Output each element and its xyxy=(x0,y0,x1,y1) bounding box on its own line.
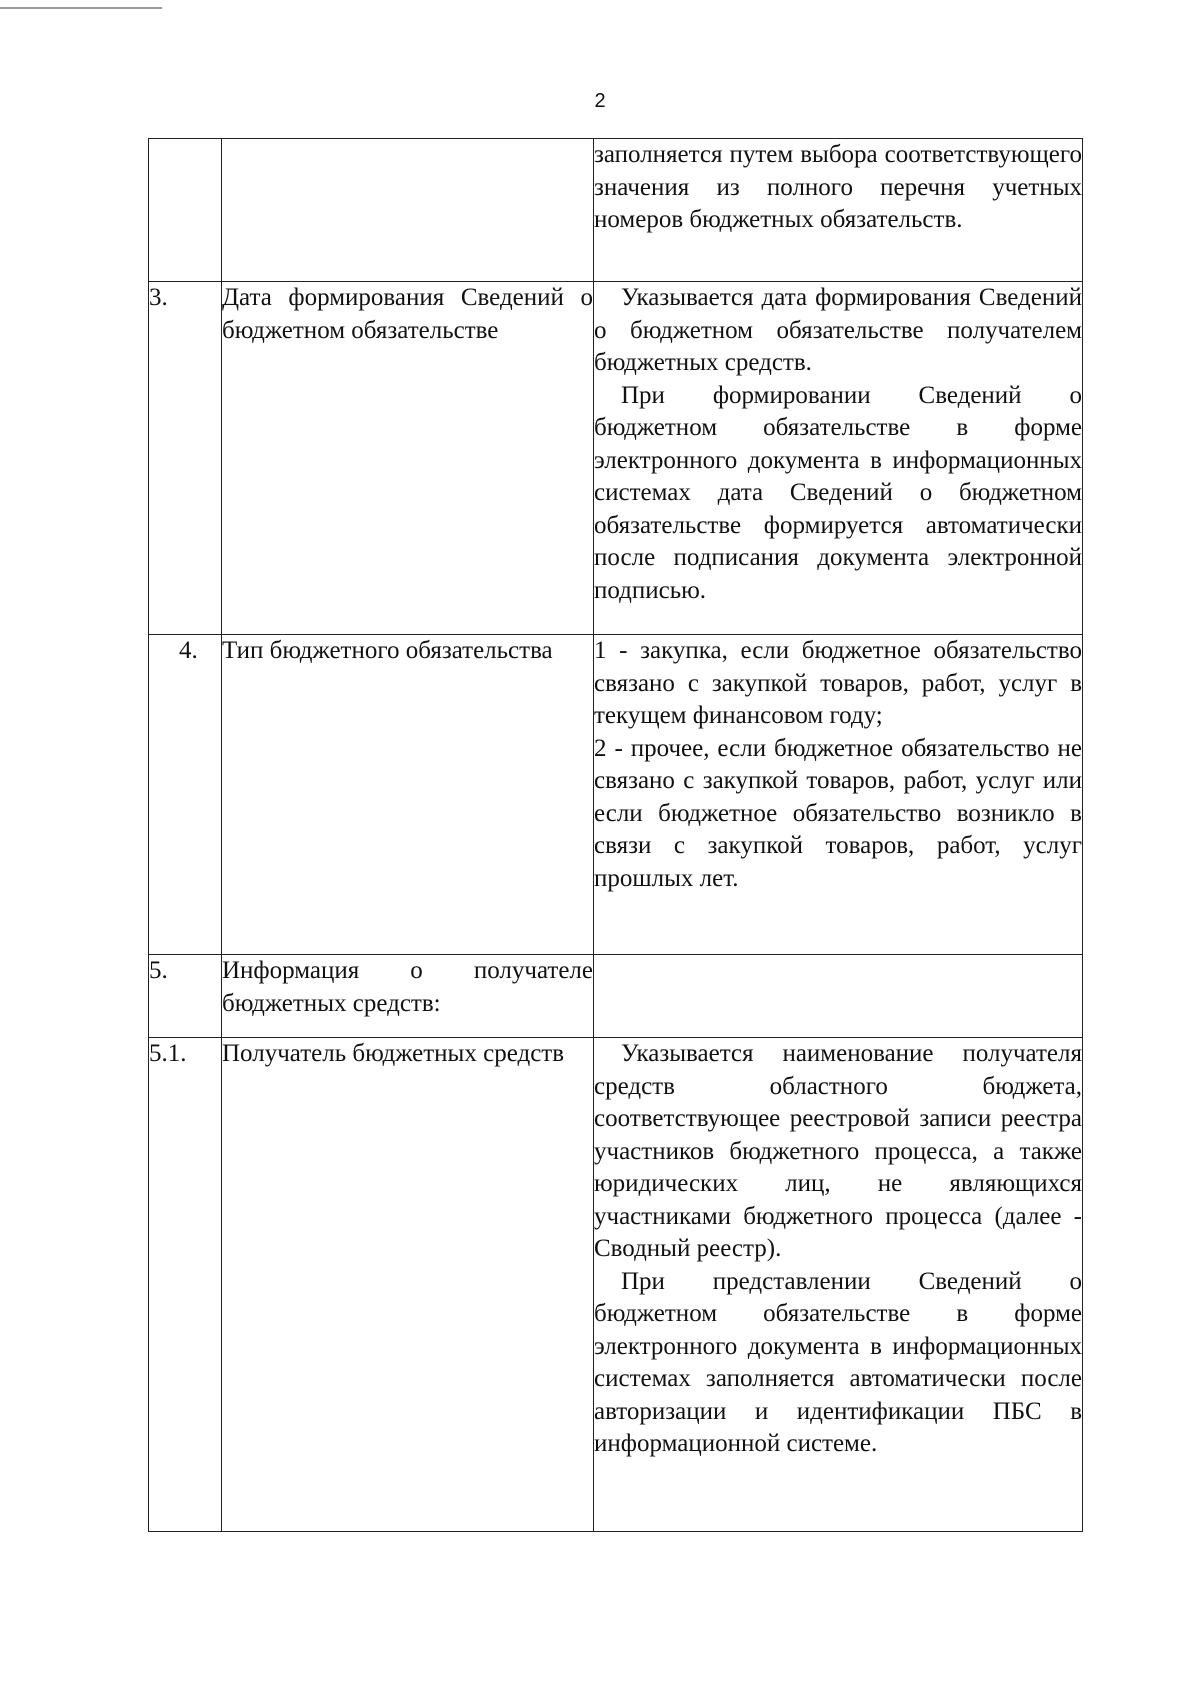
fill-rules xyxy=(594,635,1083,955)
row-number: 5. xyxy=(149,955,222,1038)
table-row-5 xyxy=(149,955,1083,1038)
rule-paragraph: При представлении Сведений о бюджетном обязательстве в форме электронного документа в информационных системах заполняется автоматически после авторизации и идентификации ПБС в информационной системе. xyxy=(594,1267,1082,1457)
row-number: 4. xyxy=(149,635,222,955)
table-row-5-1 xyxy=(149,1038,1083,1532)
fill-rules xyxy=(594,955,1083,1038)
table-row-continuation xyxy=(149,139,1083,282)
requisite-name xyxy=(222,139,594,282)
requisite-name: Информация о получателе бюджетных средств: xyxy=(222,955,594,1038)
requisite-name: Получатель бюджетных средств xyxy=(222,1038,594,1532)
rule-paragraph: Указывается наименование получателя средств областного бюджета, соответствующее реестровой записи реестра участников бюджетного процесса, а также юридических лиц, не являющихся участниками бюджетного процесса (далее - Сводный реестр). xyxy=(594,1040,1082,1262)
scan-corner-line xyxy=(0,7,162,9)
table-row-3 xyxy=(149,282,1083,635)
rule-paragraph: заполняется путем выбора соответствующего значения из полного перечня учетных номеров бюджетных обязательств. xyxy=(594,141,1082,233)
fill-rules xyxy=(594,282,1083,635)
fill-rules xyxy=(594,139,1083,282)
table-row-4 xyxy=(149,635,1083,955)
fill-rules xyxy=(594,1038,1083,1532)
requisite-name: Тип бюджетного обязательства xyxy=(222,635,594,955)
rule-paragraph: 2 - прочее, если бюджетное обязательство не связано с закупкой товаров, работ, услуг или если бюджетное обязательство возникло в связи с закупкой товаров, работ, услуг прошлых лет. xyxy=(594,734,1082,892)
rule-paragraph: При формировании Сведений о бюджетном обязательстве в форме электронного документа в информационных системах дата Сведений о бюджетном обязательстве формируется автоматически после подписания документа электронной подписью. xyxy=(594,381,1082,604)
row-number: 3. xyxy=(149,282,222,635)
rule-paragraph: 1 - закупка, если бюджетное обязательство связано с закупкой товаров, работ, услуг в текущем финансовом году; xyxy=(594,637,1082,729)
requisite-name: Дата формирования Сведений о бюджетном обязательстве xyxy=(222,282,594,635)
row-number: 5.1. xyxy=(149,1038,222,1532)
row-number xyxy=(149,139,222,282)
rule-paragraph: Указывается дата формирования Сведений о бюджетном обязательстве получателем бюджетных средств. xyxy=(594,284,1082,376)
page-number: 2 xyxy=(594,90,606,112)
requisites-table xyxy=(148,138,1083,1532)
